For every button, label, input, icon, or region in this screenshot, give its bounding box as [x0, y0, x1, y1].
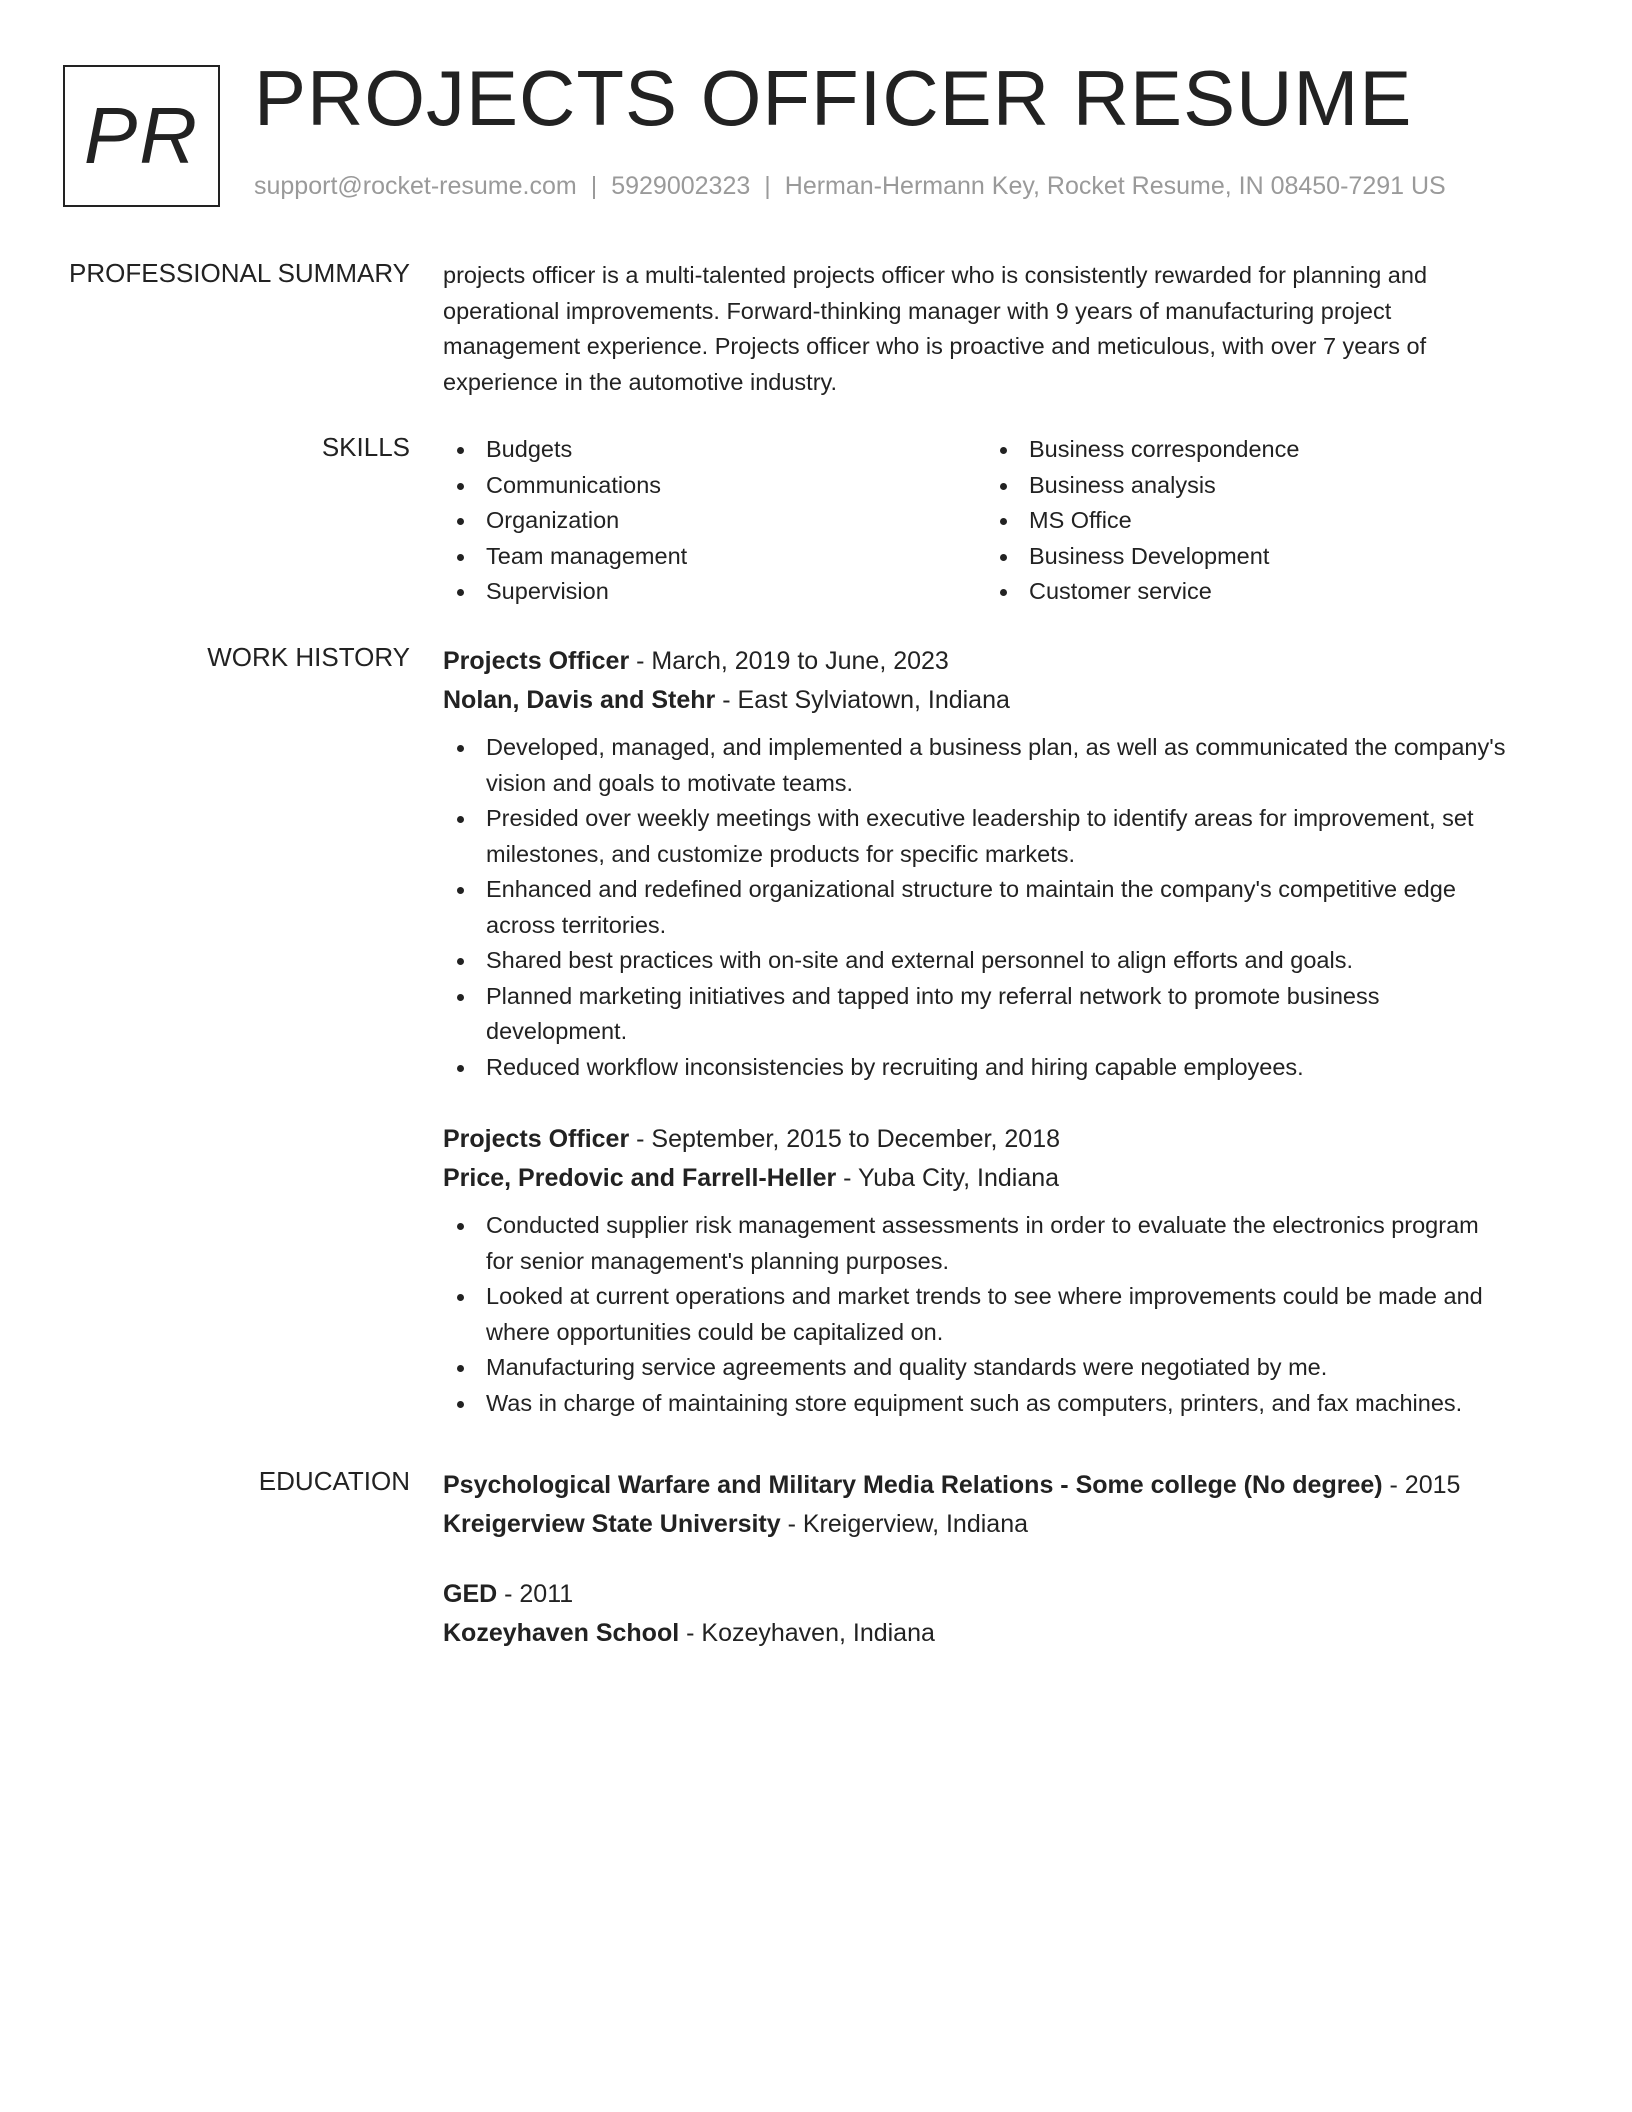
bullet-line: Conducted supplier risk management assessments in order to evaluate the electronics program — [486, 1212, 1479, 1238]
monogram-box — [63, 65, 220, 207]
summary-line: operational improvements. Forward-thinking manager with 9 years of manufacturing project — [443, 297, 1392, 324]
contact-line — [254, 172, 1446, 201]
summary-heading: PROFESSIONAL SUMMARY — [69, 258, 410, 288]
job-dates: - March, 2019 to June, 2023 — [629, 647, 949, 675]
bullet-line: Manufacturing service agreements and quality standards were negotiated by me. — [486, 1354, 1328, 1380]
job-bullet — [443, 1050, 1563, 1086]
monogram-initials: PR — [83, 91, 200, 180]
bullet-line: Reduced workflow inconsistencies by recruiting and hiring capable employees. — [486, 1053, 1304, 1080]
education-content — [443, 1466, 1563, 1653]
school-line — [443, 1614, 1563, 1653]
job-bullet — [443, 801, 1563, 872]
skill-item: Supervision — [443, 574, 986, 610]
contact-separator: | — [590, 172, 598, 200]
degree-year: - 2011 — [497, 1580, 574, 1608]
skills-list — [443, 432, 1563, 610]
skills-column-right — [986, 432, 1529, 610]
job-bullet — [443, 1350, 1563, 1386]
bullet-line: Developed, managed, and implemented a business plan, as well as communicated the company's — [486, 734, 1506, 760]
education-heading: EDUCATION — [258, 1466, 410, 1496]
job-title: Projects Officer — [443, 647, 630, 675]
bullet-line: for senior management's planning purposes. — [486, 1247, 950, 1274]
bullet-line: vision and goals to motivate teams. — [486, 769, 854, 796]
summary-line: projects officer is a multi-talented projects officer who is consistently rewarded for planning and — [443, 262, 1428, 288]
job-bullet — [443, 1279, 1563, 1350]
contact-email[interactable]: support@rocket-resume.com — [254, 172, 577, 200]
job-title-line — [443, 1120, 1563, 1159]
skill-item: Business correspondence — [986, 432, 1529, 468]
job-location: - East Sylviatown, Indiana — [715, 686, 1010, 714]
skills-column-left — [443, 432, 986, 610]
job-bullet — [443, 979, 1563, 1050]
job-entry — [443, 1120, 1563, 1421]
job-company: Nolan, Davis and Stehr — [443, 686, 716, 714]
job-location: - Yuba City, Indiana — [836, 1164, 1060, 1192]
job-bullets — [443, 1208, 1563, 1421]
contact-address: Herman-Hermann Key, Rocket Resume, IN 08450-7291 US — [784, 172, 1446, 200]
work-history-heading: WORK HISTORY — [207, 642, 410, 672]
job-entry — [443, 642, 1563, 1085]
bullet-line: Shared best practices with on-site and external personnel to align efforts and goals. — [486, 947, 1353, 973]
summary-line: experience in the automotive industry. — [443, 368, 838, 395]
bullet-line: where opportunities could be capitalized on. — [486, 1318, 944, 1345]
bullet-line: Planned marketing initiatives and tapped into my referral network to promote business — [486, 982, 1380, 1009]
skill-item: Team management — [443, 539, 986, 575]
job-bullet — [443, 943, 1563, 979]
job-company: Price, Predovic and Farrell-Heller — [443, 1164, 837, 1192]
education-entry — [443, 1466, 1563, 1544]
bullet-line: Enhanced and redefined organizational structure to maintain the company's competitive edge — [486, 876, 1456, 902]
degree-line — [443, 1575, 1563, 1614]
job-dates: - September, 2015 to December, 2018 — [629, 1125, 1061, 1153]
bullet-line: Presided over weekly meetings with executive leadership to identify areas for improvement, set — [486, 805, 1474, 831]
summary-line: management experience. Projects officer who is proactive and meticulous, with over 7 years of — [443, 333, 1427, 359]
degree-name: Psychological Warfare and Military Media Relations - Some college (No degree) — [443, 1471, 1383, 1499]
school-location: - Kreigerview, Indiana — [780, 1510, 1029, 1538]
skill-item: Organization — [443, 503, 986, 539]
bullet-line: Looked at current operations and market trends to see where improvements could be made and — [486, 1283, 1483, 1309]
skill-item: Communications — [443, 468, 986, 504]
degree-year: - 2015 — [1382, 1471, 1461, 1499]
job-bullet — [443, 1386, 1563, 1422]
bullet-line: across territories. — [486, 911, 667, 938]
skill-item: Business analysis — [986, 468, 1529, 504]
summary-text — [443, 258, 1563, 400]
school-location: - Kozeyhaven, Indiana — [679, 1619, 935, 1647]
skills-heading: SKILLS — [321, 432, 410, 462]
skill-item: MS Office — [986, 503, 1529, 539]
skill-item: Budgets — [443, 432, 986, 468]
job-company-line — [443, 1159, 1563, 1198]
school-name: Kreigerview State University — [443, 1510, 781, 1538]
job-bullet — [443, 872, 1563, 943]
skill-item: Business Development — [986, 539, 1529, 575]
job-company-line — [443, 681, 1563, 720]
school-name: Kozeyhaven School — [443, 1619, 680, 1647]
resume-title: PROJECTS OFFICER RESUME — [254, 54, 1413, 142]
bullet-line: development. — [486, 1018, 628, 1044]
job-bullet — [443, 730, 1563, 801]
job-title-line — [443, 642, 1563, 681]
job-bullet — [443, 1208, 1563, 1279]
bullet-line: milestones, and customize products for specific markets. — [486, 840, 1076, 867]
bullet-line: Was in charge of maintaining store equipment such as computers, printers, and fax machines. — [486, 1389, 1463, 1416]
skill-item: Customer service — [986, 574, 1529, 610]
contact-phone[interactable]: 5929002323 — [611, 172, 751, 200]
job-bullets — [443, 730, 1563, 1085]
contact-separator: | — [764, 172, 771, 200]
education-entry — [443, 1575, 1563, 1653]
school-line — [443, 1505, 1563, 1544]
work-history-content — [443, 642, 1563, 1421]
degree-name: GED — [443, 1580, 498, 1608]
job-title: Projects Officer — [443, 1125, 630, 1153]
degree-line — [443, 1466, 1563, 1505]
